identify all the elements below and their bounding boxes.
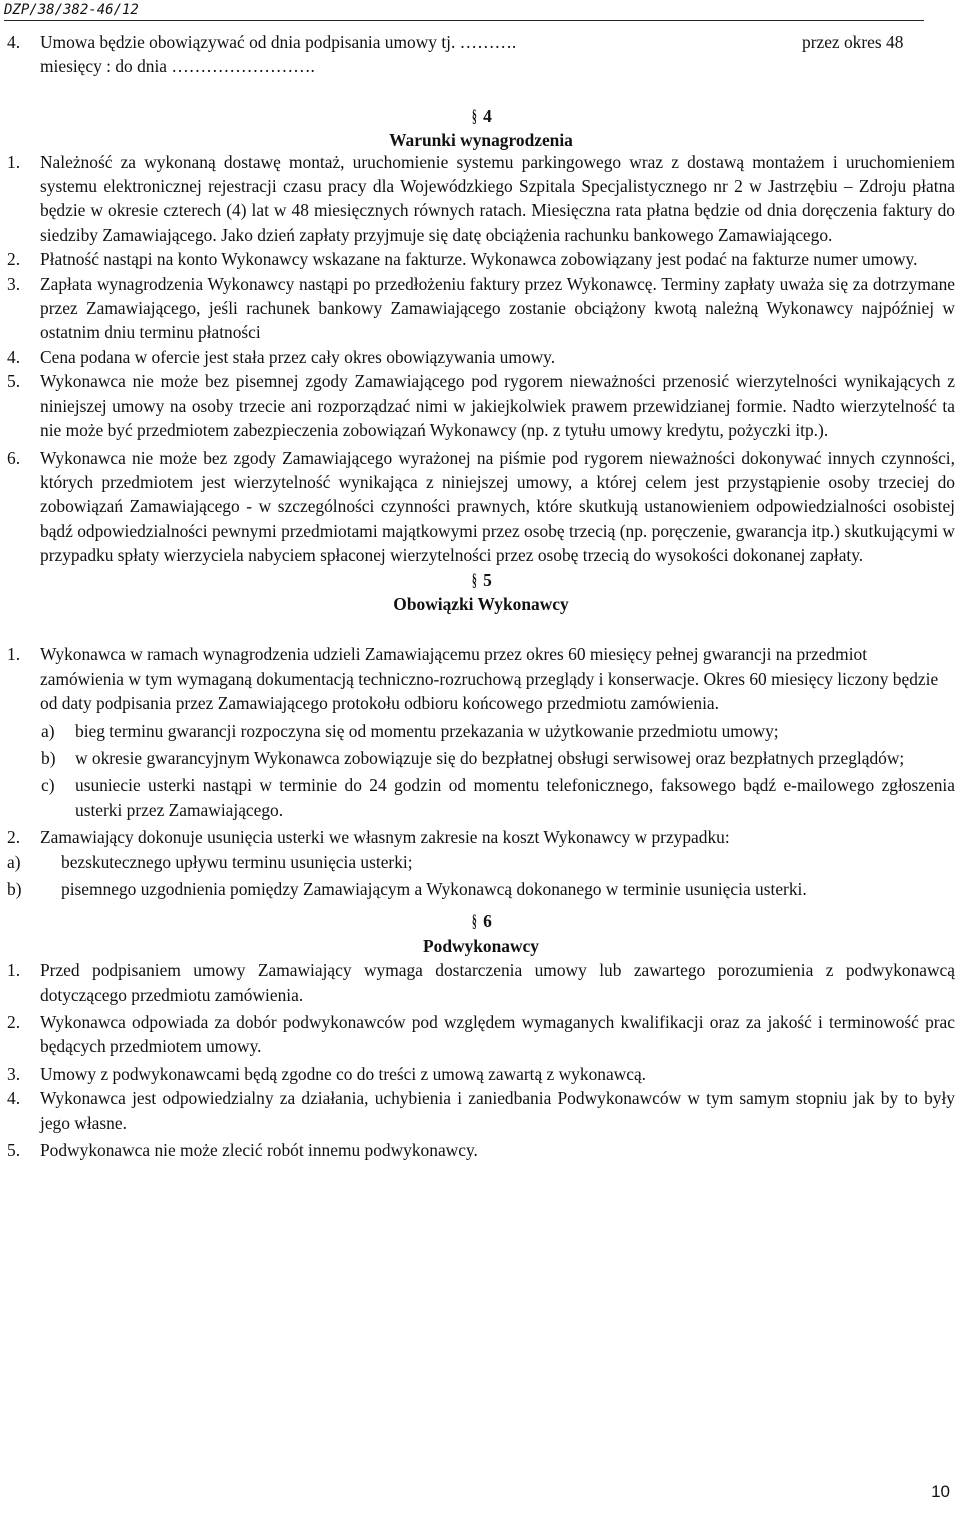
s6-item-1 [7,958,955,1007]
section-4-title: Warunki wynagrodzenia [389,130,573,151]
page-number: 10 [931,1482,950,1501]
section-4-heading [7,104,955,128]
s5-item-1-b [7,746,955,770]
paragraph-symbol: § [472,911,477,932]
item-number: 2. [7,249,21,270]
s5-item-2 [7,825,955,849]
section-6-heading [7,909,955,933]
item-number: 2. [7,827,21,848]
s4-item-6 [7,446,955,568]
s5-item-2-b [7,877,955,901]
sub-item-letter: b) [7,879,22,899]
document-reference: DZP/38/382-46/12 [4,0,924,21]
item-text: Cena podana w ofercie jest stała przez cały okres obowiązywania umowy. [40,346,556,367]
section-5-title: Obowiązki Wykonawcy [393,593,569,614]
s5-item-1-c [7,773,955,822]
sub-item-text: bezskutecznego upływu terminu usunięcia usterki; [61,851,413,872]
item-number: 4. [7,32,21,52]
sub-item-letter: c) [41,775,55,796]
item-number: 4. [7,1088,21,1109]
sub-item-text: bieg terminu gwarancji rozpoczyna się od momentu przekazania w użytkowanie przedmiotu umowy; [75,720,779,741]
item-number: 3. [7,1063,21,1084]
document-body [7,30,955,1162]
item-text: Podwykonawca nie może zlecić robót innemu podwykonawcy. [40,1140,478,1161]
s4-item-1 [7,150,955,248]
item-text: Zamawiający dokonuje usunięcia usterki we własnym zakresie na koszt Wykonawcy w przypadku: [40,827,730,848]
item-number: 6. [7,447,21,468]
section-number: 6 [483,911,492,932]
item-text: Wykonawca w ramach wynagrodzenia udzieli Zamawiającemu przez okres 60 miesięcy pełnej gwarancji na przedmiot zamówienia w tym wymaganą dokumentacją techniczno-rozruchową przeglądy i konserwacje. Okres 60 miesięcy liczony będzie od daty podpisania przez Zamawiającego protokołu odbioru końcowego przedmiotu zamówienia. [40,644,939,714]
item-text: Należność za wykonaną dostawę montaż, uruchomienie systemu parkingowego wraz z dostawą montażem i uruchomieniem systemu elektronicznej rejestracji czasu pracy dla Wojewódzkiego Szpitala Specjalistycznego nr 2 w Jastrzębiu – Zdroju płatna będzie w okresie czterech (4) lat w 48 miesięcznych równych ratach. Miesięczna rata płatna będzie od dnia doręczenia faktury do siedziby Zamawiającego. Jako dzień zapłaty przyjmuje się datę obciążenia rachunku bankowego Zamawiającego. [40,151,955,245]
item-text: Umowy z podwykonawcami będą zgodne co do treści z umową zawartą z wykonawcą. [40,1063,647,1084]
s4-item-5 [7,369,955,442]
paragraph-symbol: § [472,569,477,590]
item-text-a: Umowa będzie obowiązywać od dnia podpisania umowy tj. ………. [40,32,517,52]
s4-item-2 [7,247,955,271]
item-text: Wykonawca jest odpowiedzialny za działania, uchybienia i zaniedbania Podwykonawców w tym samym stopniu jak by to były jego własne. [40,1088,955,1133]
s6-item-3 [7,1062,955,1086]
s6-item-2 [7,1010,955,1059]
item-number: 5. [7,1140,21,1161]
s5-item-1-a [7,719,955,743]
item-text: Wykonawca odpowiada za dobór podwykonawców pod względem wymaganych kwalifikacji oraz za jakość i terminowość prac będących przedmiotem umowy. [40,1012,955,1057]
section-5-heading [7,568,955,592]
item-text: Wykonawca nie może bez pisemnej zgody Zamawiającego pod rygorem nieważności przenosić wierzytelności wynikających z niniejszej umowy na osoby trzecie ani rozporządzać nimi w jakiejkolwiek prawem przewidzianej formie. Nadto wierzytelność ta nie może być przedmiotem zabezpieczenia zobowiązań Wykonawcy (np. z tytułu umowy kredytu, pożyczki itp.). [40,371,955,441]
sub-item-letter: a) [41,720,55,741]
item-number: 5. [7,371,21,392]
section-number: 5 [483,569,492,590]
sub-item-text: w okresie gwarancyjnym Wykonawca zobowiązuje się do bezpłatnej obsługi serwisowej oraz bezpłatnych przeglądów; [75,747,905,768]
item-text: Zapłata wynagrodzenia Wykonawcy nastąpi po przedłożeniu faktury przez Wykonawcę. Terminy zapłaty uważa się za dotrzymane przez Zamawiającego, jeśli rachunek bankowy Zamawiającego zostanie obciążony kwotą należną Wykonawcy najpóźniej w ostatnim dniu terminu płatności [40,273,955,343]
item-number: 2. [7,1012,21,1033]
sub-item-text: pisemnego uzgodnienia pomiędzy Zamawiającym a Wykonawcą dokonanego w terminie usunięcia usterki. [61,879,807,899]
s6-item-5 [7,1138,955,1162]
item-number: 1. [7,151,21,172]
sub-item-text: usuniecie usterki nastąpi w terminie do 24 godzin od momentu telefonicznego, faksowego bądź e-mailowego zgłoszenia usterki przez Zamawiającego. [75,775,955,820]
item-text: Płatność nastąpi na konto Wykonawcy wskazane na fakturze. Wykonawca zobowiązany jest podać na fakturze numer umowy. [40,249,918,270]
s6-item-4 [7,1086,955,1135]
item-text: Wykonawca nie może bez zgody Zamawiającego wyrażonej na piśmie pod rygorem nieważności dokonywać innych czynności, których przedmiotem jest wierzytelność wynikająca z niniejszej umowy, a której celem jest przystąpienie osoby trzeciej do zobowiązań Zamawiającego - w szczególności czynności prawnych, które skutkują ustanowieniem odpowiedzialności osobistej bądź odpowiedzialności pewnymi przedmiotami majątkowymi przez osobę trzecią (np. poręczenie, gwarancja itp.) skutkującymi w przypadku spłaty wierzyciela nabyciem spłaconej wierzytelności przez osobę trzecią do wysokości dokonanej zapłaty. [40,447,955,566]
item-text-c: miesięcy : do dnia ……………………. [40,56,315,77]
s5-item-1 [7,642,955,715]
sub-item-letter: b) [41,747,56,768]
item-text: Przed podpisaniem umowy Zamawiający wymaga dostarczenia umowy lub zawartego porozumienia z podwykonawcą dotyczącego przedmiotu zamówienia. [40,960,955,1005]
sub-item-letter: a) [7,851,21,872]
item-number: 3. [7,273,21,294]
item-number: 1. [7,644,21,665]
s5-item-2-a [7,850,955,874]
section-6-title: Podwykonawcy [423,935,539,956]
paragraph-symbol: § [472,105,477,126]
s4-item-4 [7,345,955,369]
item-number: 1. [7,960,21,981]
s3-item-4 [7,30,955,79]
section-number: 4 [483,105,492,126]
item-number: 4. [7,346,21,367]
s4-item-3 [7,272,955,345]
item-text-b: przez okres 48 [802,32,904,52]
